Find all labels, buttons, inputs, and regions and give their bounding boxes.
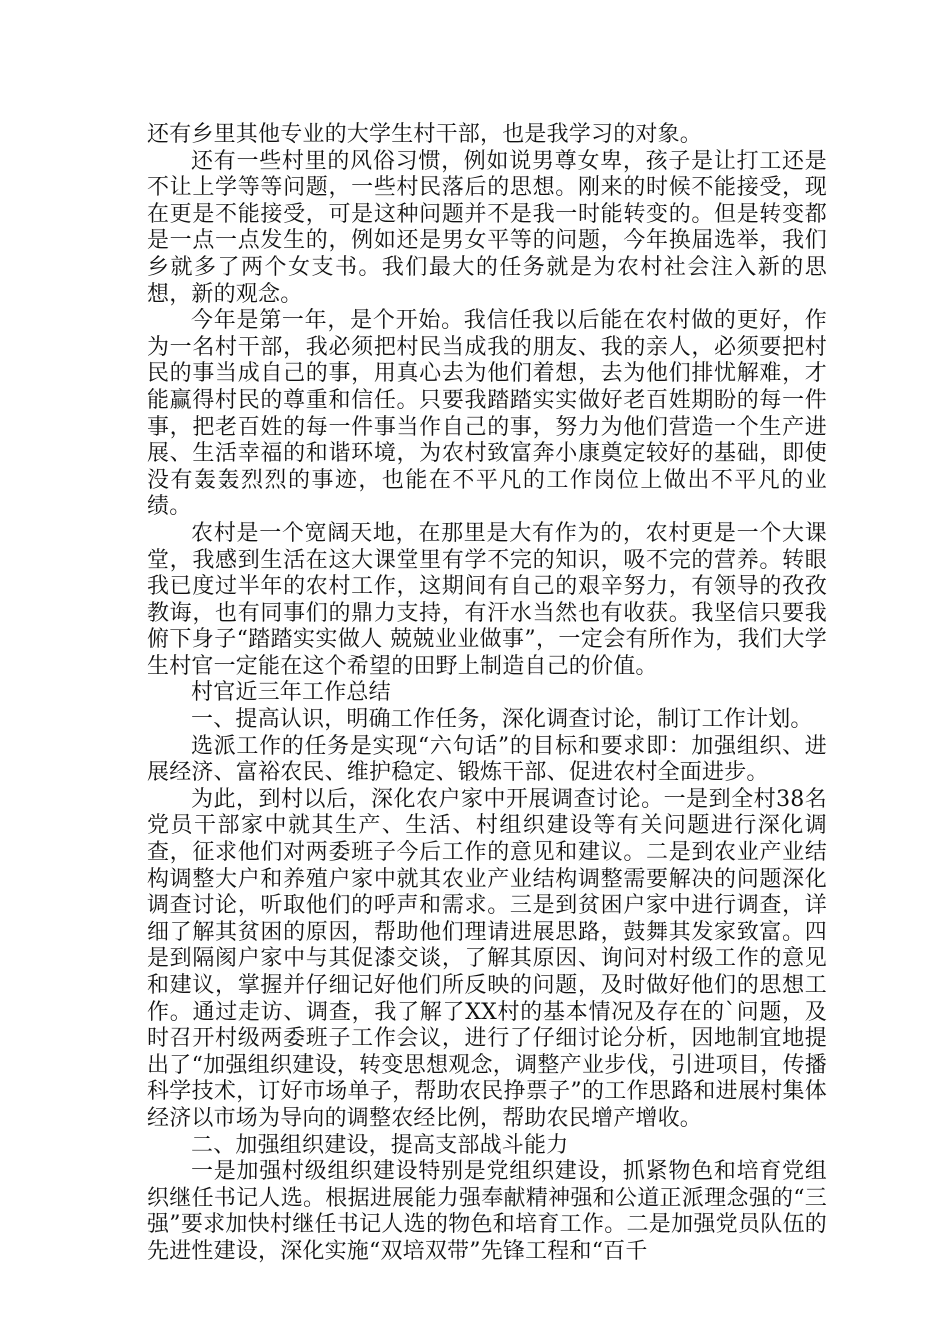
heading-two: 二、加强组织建设，提高支部战斗能力	[191, 1132, 569, 1158]
section-title: 村官近三年工作总结	[191, 680, 391, 706]
paragraph-organization: 一是加强村级组织建设特别是党组织建设，抓紧物色和培育党组织继任书记人选。根据进展能力强奉献精神强和公道正派理念强的“三强”要求加快村继任书记人选的物色和培育工作。二是加强党员队伍的先进性建设，深化实施“双培双带”先锋工程和“百千	[147, 1159, 827, 1264]
document-body	[147, 122, 827, 1266]
paragraph-customs: 还有一些村里的风俗习惯，例如说男尊女卑，孩子是让打工还是不让上学等等问题，一些村民落后的思想。刚来的时候不能接受，现在更是不能接受，可是这种问题并不是我一时能转变的。但是转变都是一点一点发生的，例如还是男女平等的问题，今年换届选举，我们乡就多了两个女支书。我们最大的任务就是为农村社会注入新的思想，新的观念。	[147, 148, 827, 307]
paragraph-countryside: 农村是一个宽阔天地，在那里是大有作为的，农村更是一个大课堂，我感到生活在这大课堂里有学不完的知识，吸不完的营养。转眼我已度过半年的农村工作，这期间有自己的艰辛努力，有领导的孜孜教诲，也有同事们的鼎力支持，有汗水当然也有收获。我坚信只要我俯下身子“踏踏实实做人 兢兢业业做事”，一定会有所作为，我们大学生村官一定能在这个希望的田野上制造自己的价值。	[147, 520, 827, 679]
paragraph-first-year: 今年是第一年，是个开始。我信任我以后能在农村做的更好，作为一名村干部，我必须把村民当成我的朋友、我的亲人，必须要把村民的事当成自己的事，用真心去为他们着想，去为他们排忧解难，才能赢得村民的尊重和信任。只要我踏踏实实做好老百姓期盼的每一件事，把老百姓的每一件事当作自己的事，努力为他们营造一个生产进展、生活幸福的和谐环境，为农村致富奔小康奠定较好的基础，即使没有轰轰烈烈的事迹，也能在不平凡的工作岗位上做出不平凡的业绩。	[147, 308, 827, 520]
paragraph-continued: 还有乡里其他专业的大学生村干部，也是我学习的对象。	[147, 122, 703, 147]
paragraph-investigation: 为此，到村以后，深化农户家中开展调查讨论。一是到全村38名党员干部家中就其生产、生活、村组织建设等有关问题进行深化调查，征求他们对两委班子今后工作的意见和建议。二是到农业产业结构调整大户和养殖户家中就其农业产业结构调整需要解决的问题深化调查讨论，听取他们的呼声和需求。三是到贫困户家中进行调查，详细了解其贫困的原因，帮助他们理请进展思路，鼓舞其发家致富。四是到隔阂户家中与其促漆交谈，了解其原因、询问对村级工作的意见和建议，掌握并仔细记好他们所反映的问题，及时做好他们的思想工作。通过走访、调查，我了解了XX村的基本情况及存在的`问题，及时召开村级两委班子工作会议，进行了仔细讨论分析，因地制宜地提出了“加强组织建设，转变思想观念，调整产业步伐，引进项目，传播科学技术，订好市场单子，帮助农民挣票子”的工作思路和进展村集体经济以市场为导向的调整农经比例，帮助农民增产增收。	[147, 786, 827, 1131]
paragraph-task: 选派工作的任务是实现“六句话”的目标和要求即：加强组织、进展经济、富裕农民、维护稳定、锻炼干部、促进农村全面进步。	[147, 733, 827, 786]
heading-one: 一、提高认识，明确工作任务，深化调查讨论，制订工作计划。	[191, 707, 813, 733]
